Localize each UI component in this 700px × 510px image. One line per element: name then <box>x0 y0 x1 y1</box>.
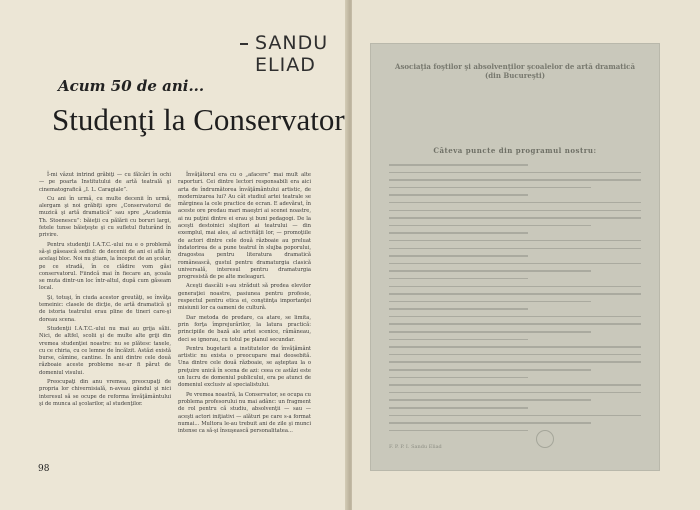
author-rule <box>240 43 248 45</box>
document-line <box>389 377 528 379</box>
text-column-2 <box>178 172 311 437</box>
paragraph: Pentru studenţii I.A.T.C.-ului nu e o problemă să-şi găsească sediul: de decenii de ani ei află în acelaşi bloc. Noi nu ştiam, la început de an şcolar, pe ce stradă, în ce clădire vom găsi conservatorul. Fiindcă mai în fiecare an, şcoala se muta dintr-un loc într-altul, după cum găseam local. <box>39 241 172 292</box>
paragraph: Pe vremea noastră, la Conservator, se ocupa cu problema profesorului nu mai adânc: un fragment de rol pentru că studiu, absolvenţii — sau — aceşti actori iniţiativi — alături pe care s-a format numai... Multora le-au trebuit ani de zile şi munci intense ca să-şi însuşească personalitatea... <box>178 391 311 435</box>
paragraph: Aceşti dascăli s-au străduit să predea elevilor generaţiei noastre, pasiunea pentru profesie, respectul pentru etica ei, conştiinţa importanţei misiunii lor ca oameni de cultură. <box>178 283 311 312</box>
document-line <box>389 225 591 227</box>
document-line <box>389 308 528 310</box>
paragraph: Dar metoda de predare, ca atare, se limita, prin forţa împrejurărilor, la latura practică: principiile de bază ale artei scenice, rămâneau, deci se ignorau, cu totul pe planul secundar. <box>178 314 311 343</box>
document-line <box>389 407 528 409</box>
paragraph: Pentru bugetarii a institutelor de învăţământ artistic nu exista o preocupare mai deosebită. Una dintre cele două războaie, se aşteptau la o preţuire unică în scena de azi: ceea ce astăzi este un lucru de domeniul publicului, era pe atunci de domeniul exclusiv al specialistului. <box>178 345 311 389</box>
author-name: SANDU ELIAD <box>255 32 329 76</box>
document-line <box>389 217 641 219</box>
document-line <box>389 369 591 371</box>
document-line <box>389 331 591 333</box>
stamp-mark <box>536 430 554 448</box>
paragraph: Preocupaţi din anu vremea, preocupaţi de propria lor chivernisială, n-aveau gândul şi nici interesul să se ocupe de reforma învăţământului şi de munca al şcolarilor, al studenţilor. <box>39 379 171 407</box>
document-line <box>389 323 641 325</box>
document-line <box>389 194 528 196</box>
document-photo <box>371 44 659 470</box>
article-title: Studenţi la Conservator <box>52 102 345 137</box>
document-line <box>389 301 591 303</box>
document-subheading: Câteva puncte din programul nostru: <box>433 146 597 155</box>
document-line <box>389 430 528 432</box>
paragraph: Cu ani în urmă, cu multe decenii în urmă, alergam şi noi grăbiţi spre „Conservatorul de muzică şi artă dramatică” sau spre „Academia Th. Stoenescu”: băieţii cu pălării cu boruri largi, fetele tunse băieţeşte şi cu sufletul fluturând în privire. <box>39 195 171 239</box>
document-line <box>389 422 591 424</box>
document-line <box>389 286 641 288</box>
document-line <box>389 339 528 341</box>
document-line <box>389 415 641 417</box>
document-header: Asociaţia foştilor şi absolvenţilor şcoalelor de artă dramatică (din Bucureşti) <box>395 62 635 80</box>
document-line <box>389 270 591 272</box>
document-line <box>389 346 641 348</box>
document-line <box>389 187 591 189</box>
page-number: 98 <box>38 464 50 474</box>
text-column-1 <box>39 172 171 410</box>
document-line <box>389 172 641 174</box>
document-line <box>389 399 591 401</box>
document-line <box>389 232 528 234</box>
document-text-block <box>389 164 641 437</box>
document-line <box>389 278 528 280</box>
document-line <box>389 354 641 356</box>
paragraph: Învăţătorul era cu o „afacere” mai mult alte raporturi. Cei dintre lectori responsabili era aici arta de îndrumătorea învăţământului artistic, de modernizarea lui? Au cât studiul artei teatrale se mărginea la cele practice de ecran. E adevărat, în aceste ore predau mari maeştri ai scenei noastre, ai nu puţini dintre ei erau şi buni pedagogi. De la aceşti destoinici slujitori ai teatrului — din exemplul, mai ales, al activităţii lor, — promoţiile de actori dintre cele două războaie au preluat îndatorirea de a pune teatrul în slujba poporului, dragostea pentru literatura dramatică românească, gustul pentru dramaturgia clasică universală, interesul pentru dramaturgia progresistă de pe alte meleaguri. <box>178 172 311 281</box>
paragraph: Î-mi vâzut intrind grăbiţi — cu fălcări în ochi — pe poarta Institutului de artă teatrală şi cinematografică „I. L. Caragiale”. <box>39 172 171 193</box>
article-kicker: Acum 50 de ani... <box>58 77 205 95</box>
document-line <box>389 248 641 250</box>
document-line <box>389 210 641 212</box>
paragraph: Studenţii I.A.T.C.-ului nu mai au grija sălii. Nici, de altfel, scolii şi de multe alte griji din vremea studenţiei noastre: nu se plătesc taxele, cu ce chiria, cu ce lemne de încălzit. Astăzi există burse, cămine, cantine. În anii dintre cele două războaie aceste probleme ne-ar fi părut de domeniul visului. <box>39 325 171 376</box>
document-footer: F. P. P. I. Sandu Eliad <box>389 444 442 450</box>
document-line <box>389 316 641 318</box>
document-line <box>389 255 528 257</box>
document-line <box>389 392 641 394</box>
document-line <box>389 202 641 204</box>
document-line <box>389 179 641 181</box>
document-line <box>389 293 641 295</box>
document-line <box>389 263 641 265</box>
document-line <box>389 240 641 242</box>
document-line <box>389 164 528 166</box>
paragraph: Şi, totuşi, în ciuda acestor greutăţi, se învăţa temeinic: clasele de dicţie, de artă dramatică şi de istoria teatrului erau pline de tineri care-şi doreau scena. <box>39 294 171 323</box>
document-line <box>389 384 641 386</box>
document-line <box>389 361 641 363</box>
